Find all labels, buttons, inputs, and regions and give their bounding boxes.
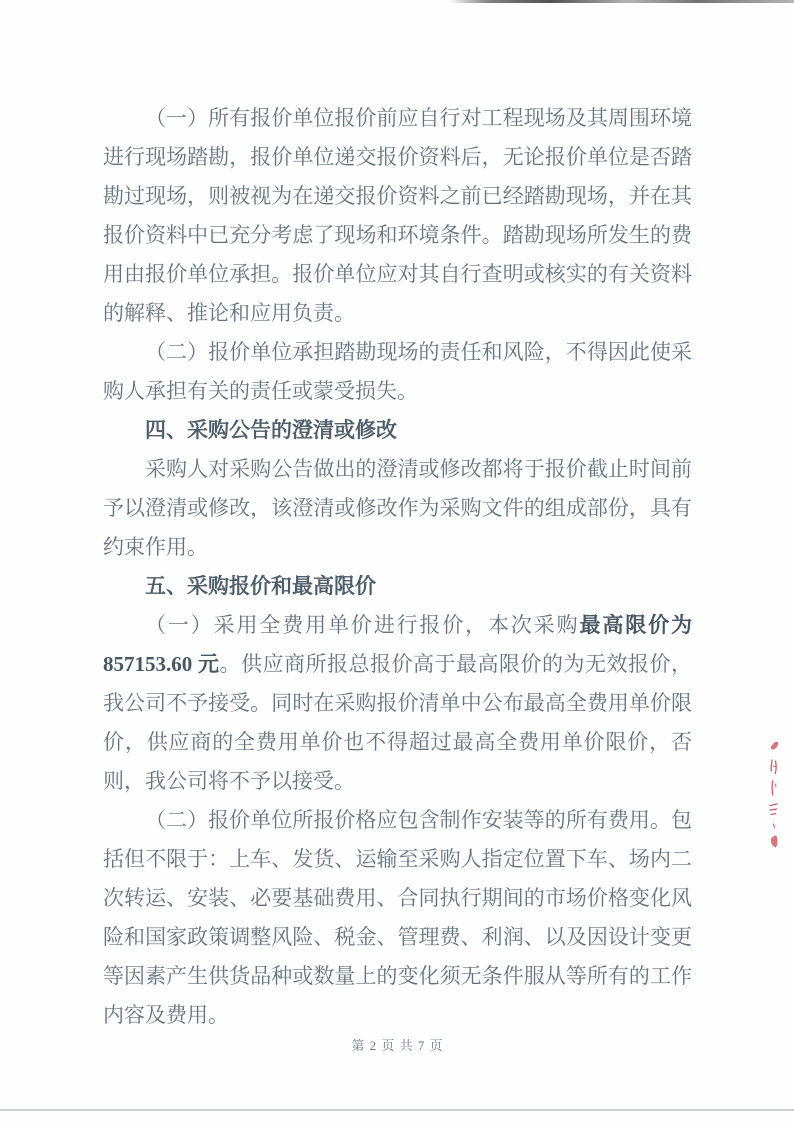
paragraph-site-survey-2: （二）报价单位承担踏勘现场的责任和风险，不得因此使采购人承担有关的责任或蒙受损失。: [103, 340, 692, 403]
red-stamp-fragment: [764, 740, 782, 854]
scan-artifact-top-edge: [448, 0, 794, 3]
price-limit-text-rest: 。供应商所报总报价高于最高限价的为无效报价，我公司不予接受。同时在采购报价清单中公布最高全费用单价限价，供应商的全费用单价也不得超过最高全费用单价限价，否则，我公司将不予以接受。: [103, 652, 692, 793]
price-limit-bold-value: 最高限价为857153.60 元: [103, 613, 693, 676]
paragraph-site-survey-1: （一）所有报价单位报价前应自行对工程现场及其周围环境进行现场踏勘，报价单位递交报价资料后，无论报价单位是否踏勘过现场，则被视为在递交报价资料之前已经踏勘现场，并在其报价资料中已充分考虑了现场和环境条件。踏勘现场所发生的费用由报价单位承担。报价单位应对其自行查明或核实的有关资料的解释、推论和应用负责。: [103, 106, 692, 325]
price-limit-text-lead: （一）采用全费用单价进行报价，本次采购: [145, 613, 580, 637]
heading-section-five: 五、采购报价和最高限价: [145, 574, 376, 598]
page-number: 第 2 页 共 7 页: [351, 1038, 444, 1053]
paragraph-included-costs: （二）报价单位所报价格应包含制作安装等的所有费用。包括但不限于：上车、发货、运输至采购人指定位置下车、场内二次转运、安装、必要基础费用、合同执行期间的市场价格变化风险和国家政策调整风险、税金、管理费、利润、以及因设计变更等因素产生供货品种或数量上的变化须无条件服从等所有的工作内容及费用。: [103, 808, 692, 1027]
paragraph-clarification: 采购人对采购公告做出的澄清或修改都将于报价截止时间前予以澄清或修改，该澄清或修改作为采购文件的组成部份，具有约束作用。: [103, 457, 692, 559]
paragraph-price-limit: [103, 606, 692, 801]
scan-artifact-bottom-edge: [0, 1109, 794, 1111]
document-body: [103, 99, 692, 1035]
heading-section-four: 四、采购公告的澄清或修改: [145, 418, 397, 442]
